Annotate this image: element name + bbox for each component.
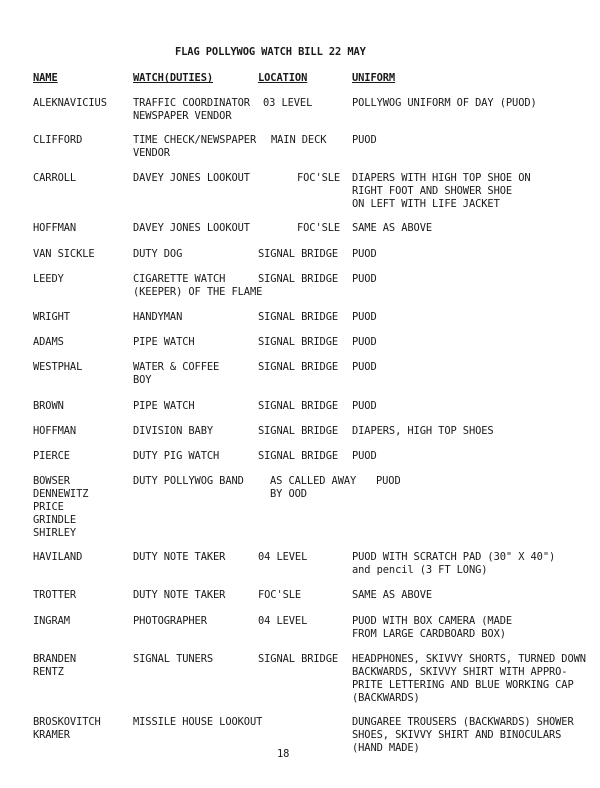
row-location: SIGNAL BRIDGE bbox=[258, 653, 339, 665]
row-location: SIGNAL BRIDGE bbox=[258, 400, 339, 412]
row-watch: MISSILE HOUSE LOOKOUT bbox=[133, 716, 263, 728]
row-name: BROSKOVITCH KRAMER bbox=[33, 716, 101, 741]
row-location: SIGNAL BRIDGE bbox=[258, 248, 339, 260]
row-watch: DUTY NOTE TAKER bbox=[133, 589, 226, 601]
header-location: LOCATION bbox=[258, 72, 308, 84]
row-watch: DUTY NOTE TAKER bbox=[133, 551, 226, 563]
row-location: SIGNAL BRIDGE bbox=[258, 425, 339, 437]
row-uniform: PUOD bbox=[352, 248, 377, 260]
row-uniform: PUOD bbox=[352, 311, 377, 323]
row-uniform: PUOD bbox=[352, 336, 377, 348]
row-name: HAVILAND bbox=[33, 551, 83, 563]
row-uniform: PUOD bbox=[352, 273, 377, 285]
row-location: FOC'SLE bbox=[297, 172, 341, 184]
row-uniform: PUOD WITH BOX CAMERA (MADE FROM LARGE CARDBOARD BOX) bbox=[352, 615, 513, 640]
row-name: HOFFMAN bbox=[33, 425, 77, 437]
row-watch: SIGNAL TUNERS bbox=[133, 653, 214, 665]
row-uniform: PUOD bbox=[352, 450, 377, 462]
row-name: WESTPHAL bbox=[33, 361, 83, 373]
row-watch: DUTY POLLYWOG BAND bbox=[133, 475, 244, 487]
row-uniform: PUOD bbox=[352, 400, 377, 412]
row-name: BROWN bbox=[33, 400, 64, 412]
row-name: PIERCE bbox=[33, 450, 70, 462]
row-watch: DUTY PIG WATCH bbox=[133, 450, 220, 462]
row-location: 04 LEVEL bbox=[258, 551, 308, 563]
header-name: NAME bbox=[33, 72, 58, 84]
row-name: ADAMS bbox=[33, 336, 64, 348]
row-name: ALEKNAVICIUS bbox=[33, 97, 107, 109]
row-uniform: SAME AS ABOVE bbox=[352, 589, 433, 601]
row-location: SIGNAL BRIDGE bbox=[258, 361, 339, 373]
page-number: 18 bbox=[277, 748, 290, 760]
row-watch: CIGARETTE WATCH (KEEPER) OF THE FLAME bbox=[133, 273, 263, 298]
row-watch: TRAFFIC COORDINATOR NEWSPAPER VENDOR bbox=[133, 97, 250, 122]
row-name: VAN SICKLE bbox=[33, 248, 95, 260]
row-uniform: PUOD WITH SCRATCH PAD (30" X 40") and pencil (3 FT LONG) bbox=[352, 551, 556, 576]
row-name: TROTTER bbox=[33, 589, 77, 601]
row-location: MAIN DECK bbox=[271, 134, 327, 146]
row-uniform: POLLYWOG UNIFORM OF DAY (PUOD) bbox=[352, 97, 537, 109]
row-location: SIGNAL BRIDGE bbox=[258, 311, 339, 323]
row-watch: DIVISION BABY bbox=[133, 425, 214, 437]
row-watch: TIME CHECK/NEWSPAPER VENDOR bbox=[133, 134, 257, 159]
row-location: AS CALLED AWAY BY OOD bbox=[270, 475, 357, 500]
row-uniform: HEADPHONES, SKIVVY SHORTS, TURNED DOWN BACKWARDS, SKIVVY SHIRT WITH APPRO- PRITE LETTERING AND BLUE WORKING CAP (BACKWARDS) bbox=[352, 653, 586, 704]
row-uniform: DIAPERS, HIGH TOP SHOES bbox=[352, 425, 494, 437]
row-name: INGRAM bbox=[33, 615, 70, 627]
row-uniform: PUOD bbox=[352, 134, 377, 146]
row-uniform: SAME AS ABOVE bbox=[352, 222, 433, 234]
header-watch: WATCH(DUTIES) bbox=[133, 72, 214, 84]
row-uniform: PUOD bbox=[352, 361, 377, 373]
row-watch: DAVEY JONES LOOKOUT bbox=[133, 222, 250, 234]
row-watch: DAVEY JONES LOOKOUT bbox=[133, 172, 250, 184]
header-uniform: UNIFORM bbox=[352, 72, 396, 84]
row-name: BRANDEN RENTZ bbox=[33, 653, 77, 678]
row-name: CARROLL bbox=[33, 172, 77, 184]
row-name: LEEDY bbox=[33, 273, 64, 285]
document-title: FLAG POLLYWOG WATCH BILL 22 MAY bbox=[175, 46, 366, 58]
row-location: 03 LEVEL bbox=[263, 97, 313, 109]
row-location: SIGNAL BRIDGE bbox=[258, 450, 339, 462]
row-watch: DUTY DOG bbox=[133, 248, 183, 260]
row-location: 04 LEVEL bbox=[258, 615, 308, 627]
row-location: SIGNAL BRIDGE bbox=[258, 273, 339, 285]
row-uniform: DUNGAREE TROUSERS (BACKWARDS) SHOWER SHOES, SKIVVY SHIRT AND BINOCULARS (HAND MADE) bbox=[352, 716, 574, 754]
row-uniform: PUOD bbox=[376, 475, 401, 487]
row-watch: PIPE WATCH bbox=[133, 400, 195, 412]
row-name: CLIFFORD bbox=[33, 134, 83, 146]
row-watch: WATER & COFFEE BOY bbox=[133, 361, 220, 386]
row-location: SIGNAL BRIDGE bbox=[258, 336, 339, 348]
row-watch: PHOTOGRAPHER bbox=[133, 615, 207, 627]
row-location: FOC'SLE bbox=[297, 222, 341, 234]
row-uniform: DIAPERS WITH HIGH TOP SHOE ON RIGHT FOOT AND SHOWER SHOE ON LEFT WITH LIFE JACKET bbox=[352, 172, 531, 210]
row-watch: PIPE WATCH bbox=[133, 336, 195, 348]
row-name: BOWSER DENNEWITZ PRICE GRINDLE SHIRLEY bbox=[33, 475, 89, 539]
row-name: HOFFMAN bbox=[33, 222, 77, 234]
row-watch: HANDYMAN bbox=[133, 311, 183, 323]
row-location: FOC'SLE bbox=[258, 589, 302, 601]
row-name: WRIGHT bbox=[33, 311, 70, 323]
